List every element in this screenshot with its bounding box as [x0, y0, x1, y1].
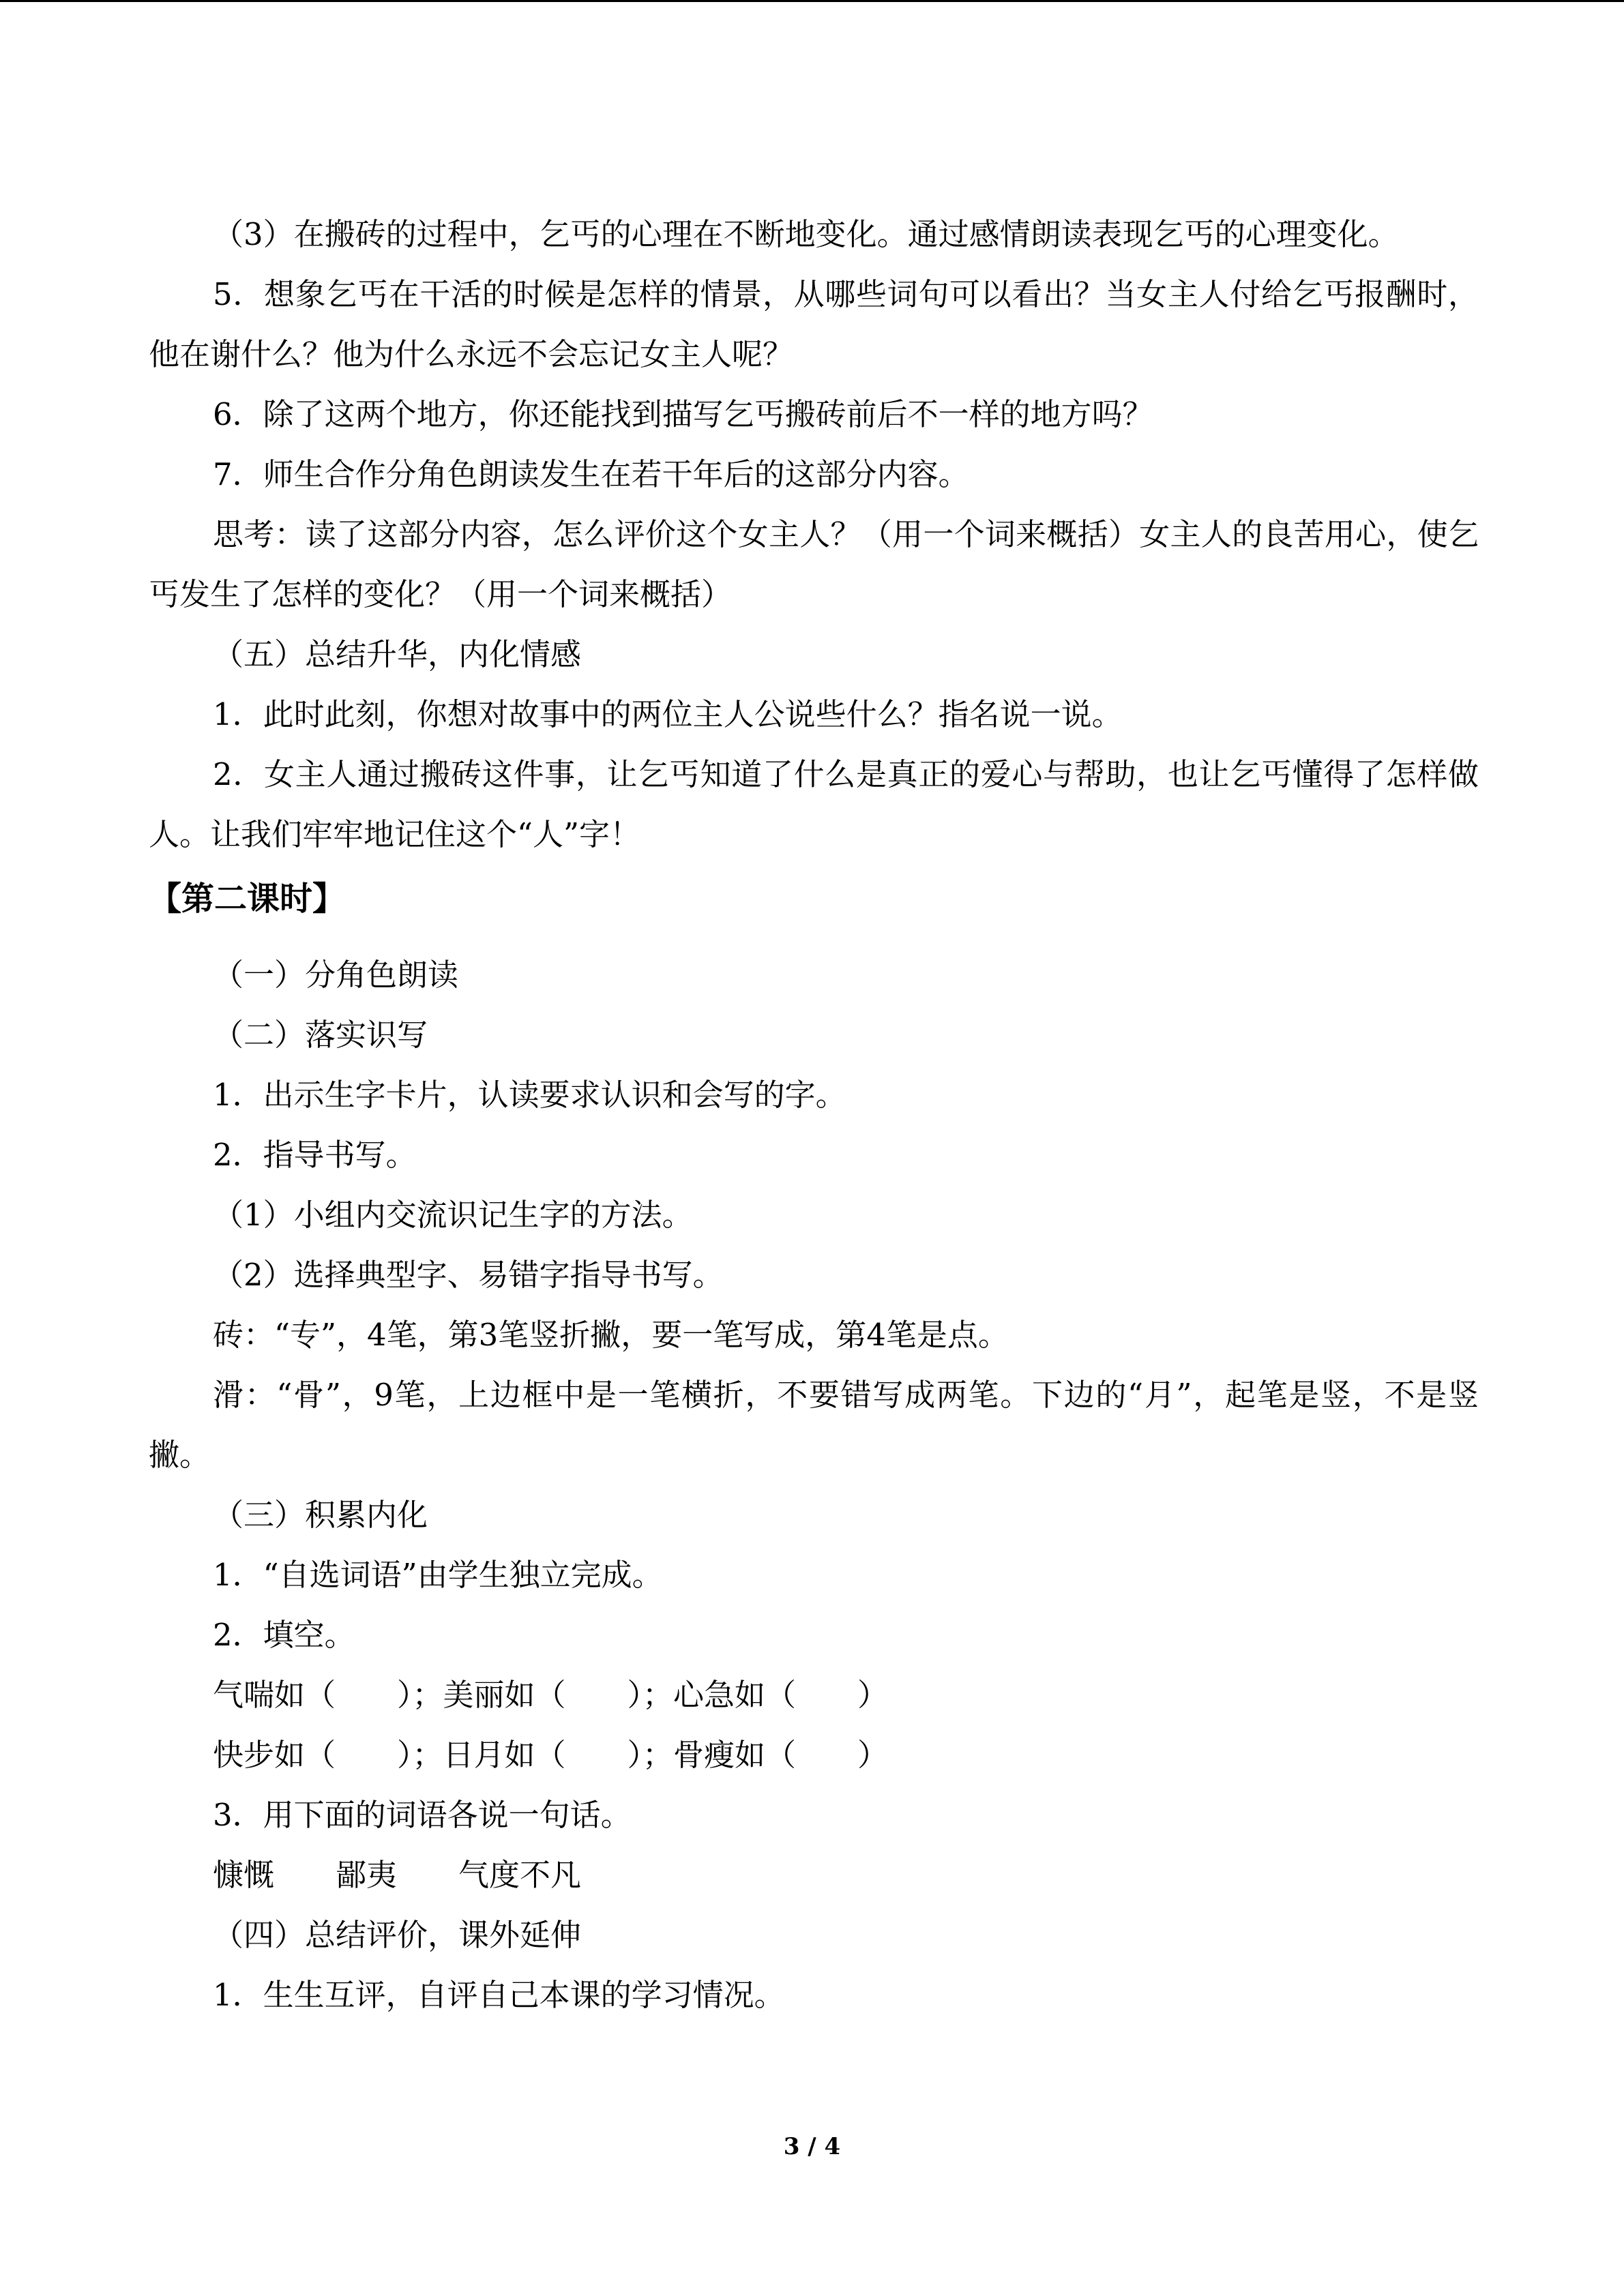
paragraph: （四）总结评价，课外延伸 [213, 1917, 582, 1953]
paragraph: 7．师生合作分角色朗读发生在若干年后的这部分内容。 [213, 456, 969, 492]
paragraph: 滑：“骨”，9笔，上边框中是一笔横折，不要错写成两笔。下边的“月”，起笔是竖，不是竖撇。 [149, 1377, 1479, 1473]
paragraph: 砖：“专”，4笔，第3笔竖折撇，要一笔写成，第4笔是点。 [213, 1317, 1009, 1353]
top-border [0, 0, 1624, 2]
section-heading: 【第二课时】 [149, 880, 346, 918]
paragraph: 1．此时此刻，你想对故事中的两位主人公说些什么？指名说一说。 [213, 696, 1123, 732]
page-content [149, 205, 1479, 2025]
paragraph: 2．女主人通过搬砖这件事，让乞丐知道了什么是真正的爱心与帮助，也让乞丐懂得了怎样做人。让我们牢牢地记住这个“人”字！ [149, 756, 1479, 852]
paragraph: 1．出示生字卡片，认读要求认识和会写的字。 [213, 1077, 846, 1113]
paragraph: （3）在搬砖的过程中，乞丐的心理在不断地变化。通过感情朗读表现乞丐的心理变化。 [213, 216, 1399, 252]
paragraph: 3．用下面的词语各说一句话。 [213, 1797, 632, 1833]
paragraph: 1．“自选词语”由学生独立完成。 [213, 1557, 663, 1593]
paragraph: 2．指导书写。 [213, 1137, 417, 1173]
paragraph: （1）小组内交流识记生字的方法。 [213, 1197, 693, 1233]
paragraph: （五）总结升华，内化情感 [213, 636, 582, 672]
paragraph: （2）选择典型字、易错字指导书写。 [213, 1257, 724, 1293]
paragraph: （一）分角色朗读 [213, 957, 459, 993]
paragraph: 思考：读了这部分内容，怎么评价这个女主人？（用一个词来概括）女主人的良苦用心，使乞丐发生了怎样的变化？（用一个词来概括） [149, 516, 1479, 612]
paragraph: （二）落实识写 [213, 1017, 428, 1053]
paragraph: 5．想象乞丐在干活的时候是怎样的情景，从哪些词句可以看出？当女主人付给乞丐报酬时，他在谢什么？他为什么永远不会忘记女主人呢？ [149, 276, 1479, 372]
page-number: 3 / 4 [783, 2133, 841, 2160]
fill-blank-row: 快步如（ ）；日月如（ ）；骨瘦如（ ） [213, 1737, 889, 1773]
fill-blank-row: 气喘如（ ）；美丽如（ ）；心急如（ ） [213, 1677, 889, 1713]
paragraph: 6．除了这两个地方，你还能找到描写乞丐搬砖前后不一样的地方吗？ [213, 396, 1153, 432]
word-list-row: 慷慨 鄙夷 气度不凡 [213, 1857, 582, 1893]
paragraph: 1．生生互评，自评自己本课的学习情况。 [213, 1977, 785, 2013]
paragraph: 2．填空。 [213, 1617, 355, 1653]
paragraph: （三）积累内化 [213, 1497, 428, 1533]
